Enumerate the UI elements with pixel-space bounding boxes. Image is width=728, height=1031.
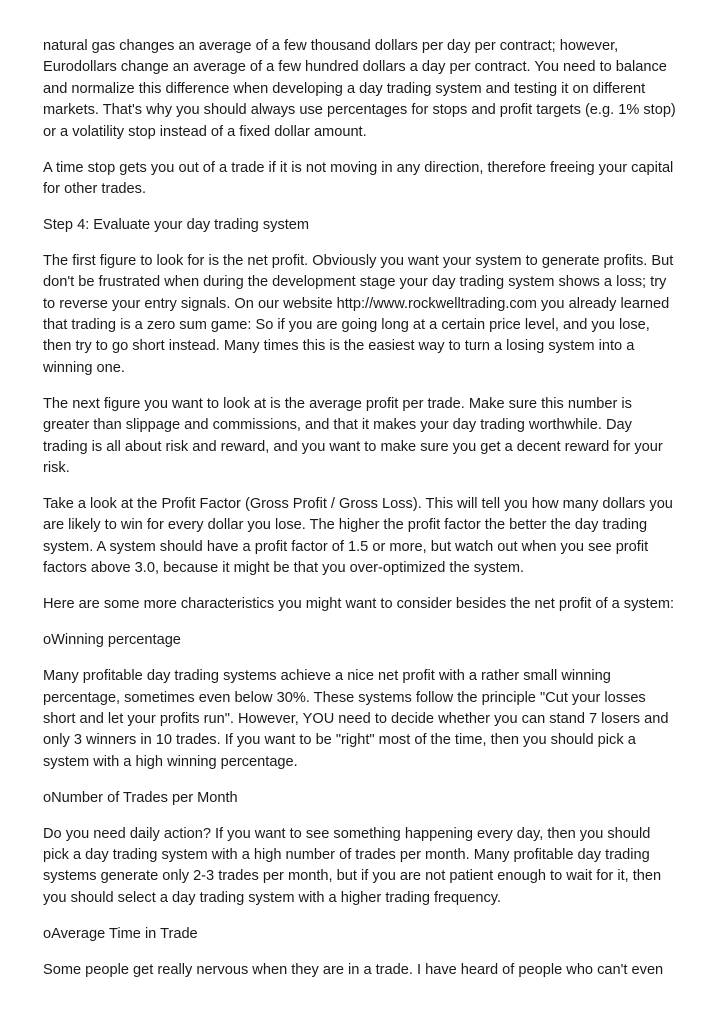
text-line: factors above 3.0, because it might be that you over-optimized the system. xyxy=(43,560,525,577)
text-line: you should select a day trading system with a higher trading frequency. xyxy=(43,889,502,906)
text-line: that trading is a zero sum game: So if you are going long at a certain price level, and you lose, xyxy=(43,317,650,334)
text-line: short and let your profits run". However, YOU need to decide whether you can stand 7 losers and xyxy=(43,710,669,727)
text-line: pick a day trading system with a high number of trades per month. Many profitable day trading xyxy=(43,847,650,864)
text-line: system. A system should have a profit factor of 1.5 or more, but watch out when you see profit xyxy=(43,538,649,555)
text-line: risk. xyxy=(43,460,70,477)
text-line: natural gas changes an average of a few thousand dollars per day per contract; however, xyxy=(43,38,619,54)
paragraph xyxy=(43,630,688,651)
paragraph xyxy=(43,960,688,981)
text-line: or a volatility stop instead of a fixed dollar amount. xyxy=(43,123,367,140)
paragraph xyxy=(43,215,688,236)
text-line: Some people get really nervous when they are in a trade. I have heard of people who can't even xyxy=(43,961,664,978)
text-line: only 3 winners in 10 trades. If you want to be "right" most of the time, then you should pick a xyxy=(43,732,636,749)
text-line: then try to go short instead. Many times this is the easiest way to turn a losing system into a xyxy=(43,338,635,355)
text-line: oAverage Time in Trade xyxy=(43,925,198,942)
text-line: to reverse your entry signals. On our website http://www.rockwelltrading.com you already learned xyxy=(43,295,670,312)
document-body xyxy=(43,36,688,996)
text-line: Step 4: Evaluate your day trading system xyxy=(43,216,310,233)
text-line: oWinning percentage xyxy=(43,632,181,649)
text-line: winning one. xyxy=(43,359,125,376)
text-line: system with a high winning percentage. xyxy=(43,753,298,770)
text-line: and normalize this difference when developing a day trading system and testing it on different xyxy=(43,80,646,97)
text-line: Take a look at the Profit Factor (Gross Profit / Gross Loss). This will tell you how many dollars you xyxy=(43,496,673,512)
paragraph xyxy=(43,158,688,201)
text-line: systems generate only 2-3 trades per month, but if you are not patient enough to wait for it, then xyxy=(43,868,662,885)
paragraph xyxy=(43,394,688,480)
text-line: The next figure you want to look at is the average profit per trade. Make sure this number is xyxy=(43,395,632,412)
paragraph xyxy=(43,594,688,615)
paragraph xyxy=(43,666,688,773)
paragraph xyxy=(43,494,688,580)
text-line: don't be frustrated when during the development stage your day trading system shows a loss; try xyxy=(43,274,667,291)
text-line: for other trades. xyxy=(43,180,147,197)
paragraph xyxy=(43,824,688,910)
text-line: Many profitable day trading systems achieve a nice net profit with a rather small winning xyxy=(43,668,611,685)
text-line: Do you need daily action? If you want to see something happening every day, then you should xyxy=(43,825,651,842)
text-line: markets. That's why you should always use percentages for stops and profit targets (e.g. 1% stop) xyxy=(43,102,676,119)
paragraph xyxy=(43,924,688,945)
text-line: greater than slippage and commissions, and that it makes your day trading worthwhile. Day xyxy=(43,417,632,434)
text-line: Eurodollars change an average of a few hundred dollars a day per contract. You need to balance xyxy=(43,59,667,76)
text-line: oNumber of Trades per Month xyxy=(43,789,238,806)
text-line: trading is all about risk and reward, and you want to make sure you get a decent reward for your xyxy=(43,438,663,455)
text-line: The first figure to look for is the net profit. Obviously you want your system to generate profits. But xyxy=(43,252,674,269)
text-line: Here are some more characteristics you might want to consider besides the net profit of a system: xyxy=(43,596,675,613)
paragraph xyxy=(43,251,688,379)
text-line: percentage, sometimes even below 30%. These systems follow the principle "Cut your losses xyxy=(43,689,646,706)
paragraph xyxy=(43,788,688,809)
text-line: A time stop gets you out of a trade if it is not moving in any direction, therefore freeing your capital xyxy=(43,159,674,176)
text-line: are likely to win for every dollar you lose. The higher the profit factor the better the day trading xyxy=(43,517,648,534)
paragraph xyxy=(43,36,688,143)
